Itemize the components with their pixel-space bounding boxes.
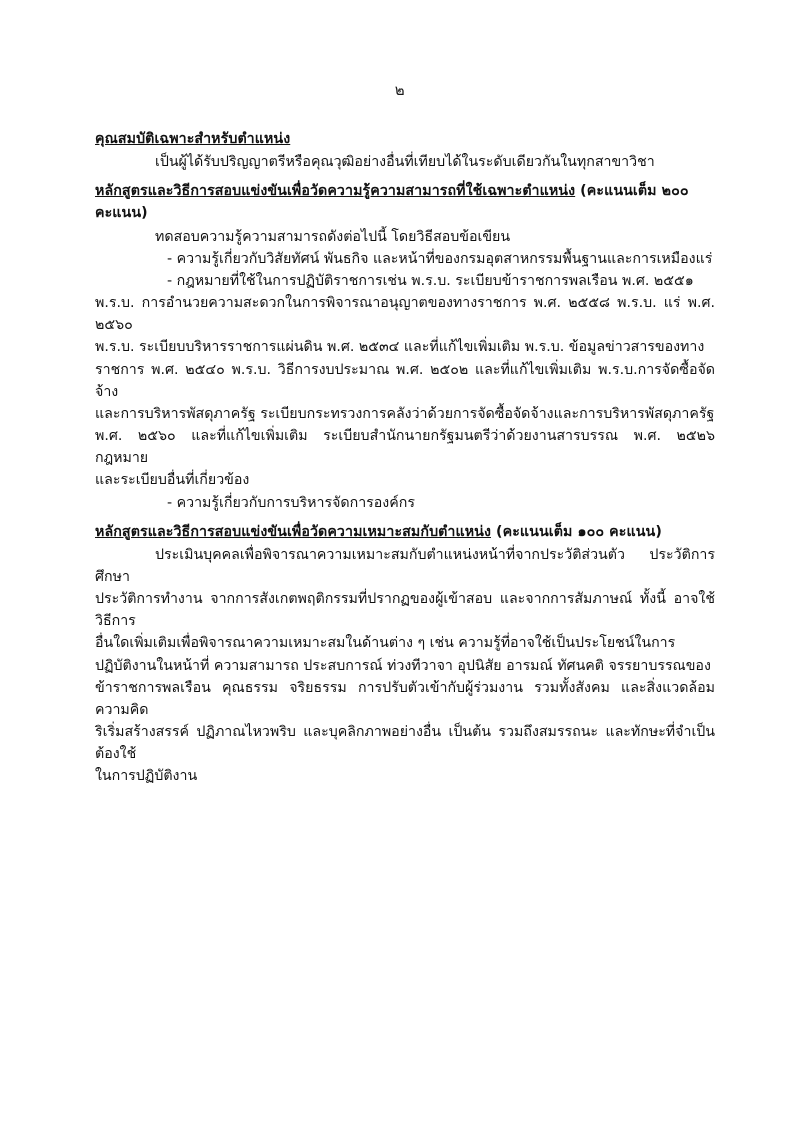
exam-bullet-2: - กฎหมายที่ใช้ในการปฏิบัติราชการเช่น พ.ร.บ. ระเบียบข้าราชการพลเรือน พ.ศ. ๒๕๕๑ bbox=[167, 272, 694, 289]
document-body bbox=[95, 128, 715, 788]
qualifications-paragraph: เป็นผู้ได้รับปริญญาตรีหรือคุณวุฒิอย่างอื่นที่เทียบได้ในระดับเดียวกันในทุกสาขาวิชา bbox=[155, 154, 655, 171]
suitability-line-5: ข้าราชการพลเรือน คุณธรรม จริยธรรม การปรับตัวเข้ากับผู้ร่วมงาน รวมทั้งสังคม และสิ่งแวดล้อม ความคิด bbox=[95, 679, 715, 718]
exam-subject-heading bbox=[95, 180, 715, 224]
exam-subject-intro: ทดสอบความรู้ความสามารถดังต่อไปนี้ โดยวิธีสอบข้อเขียน bbox=[155, 228, 511, 245]
exam-body-line-5: พ.ศ. ๒๕๖๐ และที่แก้ไขเพิ่มเติม ระเบียบสำนักนายกรัฐมนตรีว่าด้วยงานสารบรรณ พ.ศ. ๒๕๒๖ กฎหมาย bbox=[95, 428, 715, 467]
exam-body-line-2: พ.ร.บ. ระเบียบบริหารราชการแผ่นดิน พ.ศ. ๒๕๓๔ และที่แก้ไขเพิ่มเติม พ.ร.บ. ข้อมูลข่าวสารของทาง bbox=[95, 339, 705, 356]
exam-bullet-3: - ความรู้เกี่ยวกับการบริหารจัดการองค์กร bbox=[167, 494, 415, 511]
exam-subject-heading-score: (คะแนนเต็ม ๒๐๐ คะแนน) bbox=[95, 183, 689, 222]
exam-body-line-1: พ.ร.บ. การอำนวยความสะดวกในการพิจารณาอนุญาตของทางราชการ พ.ศ. ๒๕๕๘ พ.ร.บ. แร่ พ.ศ. ๒๕๖๐ bbox=[95, 295, 715, 334]
suitability-heading-score: (คะแนนเต็ม ๑๐๐ คะแนน) bbox=[490, 523, 662, 540]
exam-body-line-6: และระเบียบอื่นที่เกี่ยวข้อง bbox=[95, 472, 250, 489]
qualifications-heading: คุณสมบัติเฉพาะสำหรับตำแหน่ง bbox=[95, 131, 291, 147]
suitability-line-2: ประวัติการทำงาน จากการสังเกตพฤติกรรมที่ปรากฏของผู้เข้าสอบ และจากการสัมภาษณ์ ทั้งนี้ อาจใช้วิธีการ bbox=[95, 591, 715, 630]
suitability-heading bbox=[95, 521, 715, 543]
exam-body-line-3: ราชการ พ.ศ. ๒๕๔๐ พ.ร.บ. วิธีการงบประมาณ พ.ศ. ๒๕๐๒ และที่แก้ไขเพิ่มเติม พ.ร.บ.การจัดซื้อจัดจ้าง bbox=[95, 361, 715, 400]
suitability-line-6: ริเริ่มสร้างสรรค์ ปฏิภาณไหวพริบ และบุคลิกภาพอย่างอื่น เป็นต้น รวมถึงสมรรถนะ และทักษะที่จำเป็นต้องใช้ bbox=[95, 724, 715, 763]
exam-subject-heading-underlined: หลักสูตรและวิธีการสอบแข่งขันเพื่อวัดความรู้ความสามารถที่ใช้เฉพาะตำแหน่ง bbox=[95, 183, 576, 200]
suitability-line-3: อื่นใดเพิ่มเติมเพื่อพิจารณาความเหมาะสมในด้านต่าง ๆ เช่น ความรู้ที่อาจใช้เป็นประโยชน์ในการ bbox=[95, 635, 676, 652]
suitability-line-1: ประเมินบุคคลเพื่อพิจารณาความเหมาะสมกับตำแหน่งหน้าที่จากประวัติส่วนตัว ประวัติการศึกษา bbox=[95, 546, 715, 585]
suitability-heading-underlined: หลักสูตรและวิธีการสอบแข่งขันเพื่อวัดความเหมาะสมกับตำแหน่ง bbox=[95, 523, 491, 540]
suitability-line-7: ในการปฏิบัติงาน bbox=[95, 768, 198, 785]
suitability-line-4: ปฏิบัติงานในหน้าที่ ความสามารถ ประสบการณ์ ท่วงทีวาจา อุปนิสัย อารมณ์ ทัศนคติ จรรยาบรรณของ bbox=[95, 657, 711, 674]
exam-bullet-1: - ความรู้เกี่ยวกับวิสัยทัศน์ พันธกิจ และหน้าที่ของกรมอุตสาหกรรมพื้นฐานและการเหมืองแร่ bbox=[167, 250, 713, 267]
page-number: ๒ bbox=[394, 81, 406, 99]
exam-body-line-4: และการบริหารพัสดุภาครัฐ ระเบียบกระทรวงการคลังว่าด้วยการจัดซื้อจัดจ้างและการบริหารพัสดุภาครัฐ bbox=[95, 405, 715, 422]
